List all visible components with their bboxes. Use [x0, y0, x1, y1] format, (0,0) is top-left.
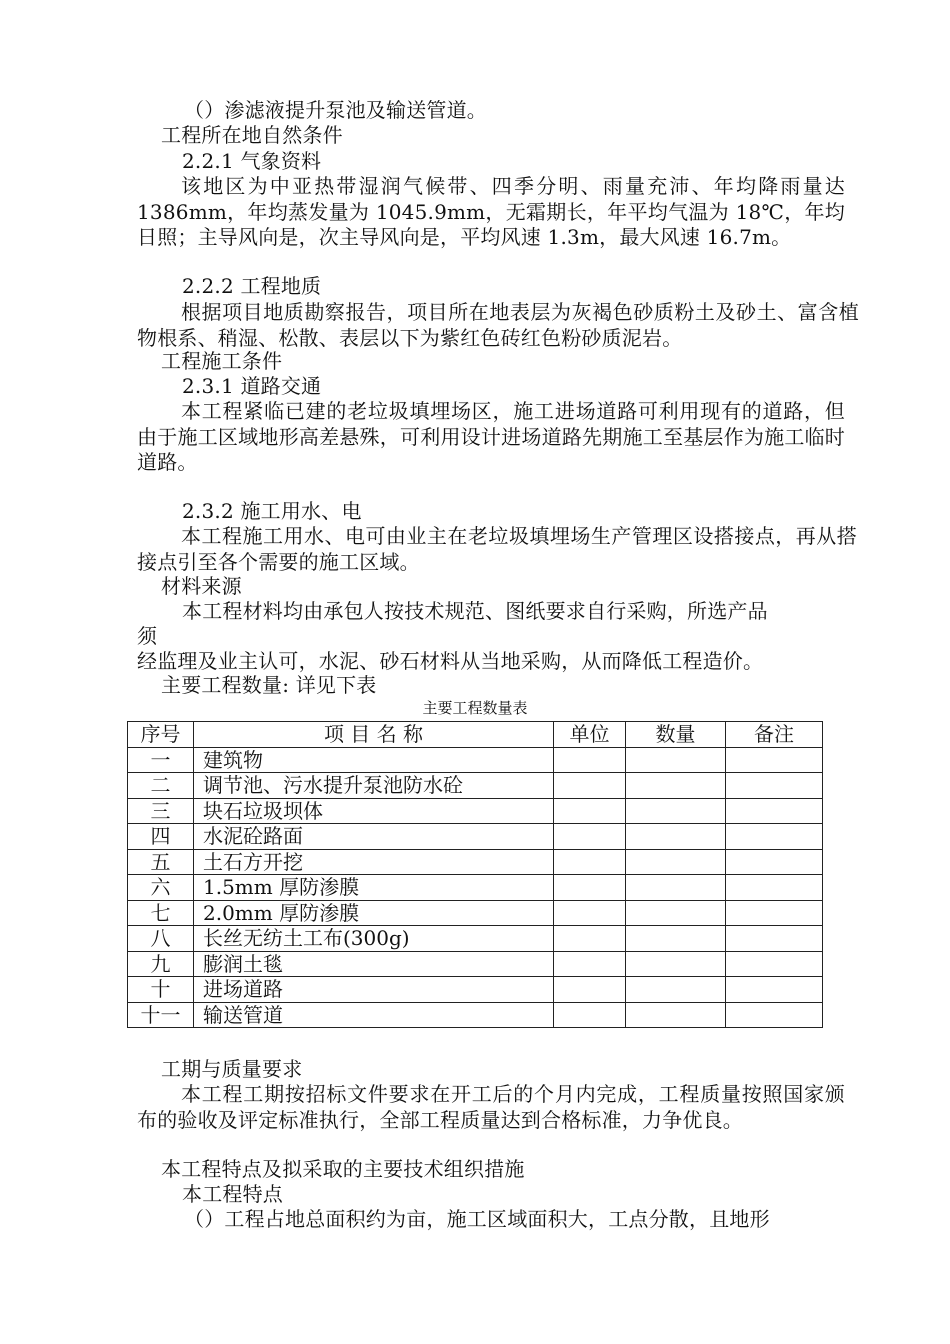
cell-no: 十一 [128, 1002, 194, 1028]
cell-qty [626, 747, 726, 773]
cell-name: 2.0mm 厚防渗膜 [194, 900, 554, 926]
table-header-row [128, 722, 823, 748]
cell-unit [554, 875, 626, 901]
heading-construction-conditions: 工程施工条件 [161, 349, 283, 373]
cell-qty [626, 824, 726, 850]
header-name: 项 目 名 称 [194, 722, 554, 748]
cell-qty [626, 875, 726, 901]
cell-note [726, 977, 823, 1003]
heading-weather: 2.2.1 气象资料 [182, 149, 322, 173]
paragraph-weather: 该地区为中亚热带湿润气候带、四季分明、雨量充沛、年均降雨量达 1386mm，年均蒸发量为 1045.9mm，无霜期长，年平均气温为 18℃，年均日照；主导风向是，次主导风向是，平均风速 1.3m，最大风速 16.7m。 [137, 174, 845, 250]
cell-name: 长丝无纺土工布(300g) [194, 926, 554, 952]
cell-qty [626, 926, 726, 952]
table-row [128, 900, 823, 926]
header-unit: 单位 [554, 722, 626, 748]
heading-schedule-quality: 工期与质量要求 [161, 1057, 303, 1081]
cell-qty [626, 798, 726, 824]
cell-note [726, 747, 823, 773]
table-row [128, 849, 823, 875]
cell-note [726, 824, 823, 850]
line-materials-3: 经监理及业主认可，水泥、砂石材料从当地采购，从而降低工程造价。 [137, 649, 764, 673]
table-row [128, 824, 823, 850]
cell-no: 六 [128, 875, 194, 901]
heading-geology: 2.2.2 工程地质 [182, 274, 322, 298]
table-row [128, 747, 823, 773]
cell-unit [554, 1002, 626, 1028]
cell-note [726, 773, 823, 799]
cell-name: 建筑物 [194, 747, 554, 773]
quantities-table [127, 721, 823, 1028]
cell-qty [626, 951, 726, 977]
cell-no: 四 [128, 824, 194, 850]
cell-note [726, 900, 823, 926]
cell-name: 调节池、污水提升泵池防水砼 [194, 773, 554, 799]
cell-no: 二 [128, 773, 194, 799]
heading-road-traffic: 2.3.1 道路交通 [182, 374, 322, 398]
line-materials-1: 本工程材料均由承包人按技术规范、图纸要求自行采购，所选产品 [182, 599, 768, 623]
cell-unit [554, 824, 626, 850]
cell-note [726, 849, 823, 875]
heading-materials: 材料来源 [161, 574, 242, 598]
table-row [128, 773, 823, 799]
cell-no: 八 [128, 926, 194, 952]
cell-qty [626, 773, 726, 799]
table-row [128, 875, 823, 901]
line-leachate-pump: （）渗滤液提升泵池及输送管道。 [184, 98, 487, 122]
table-row [128, 977, 823, 1003]
cell-no: 五 [128, 849, 194, 875]
cell-name: 1.5mm 厚防渗膜 [194, 875, 554, 901]
line-site-area: （）工程占地总面积约为亩，施工区域面积大，工点分散，且地形 [184, 1207, 770, 1231]
cell-unit [554, 798, 626, 824]
cell-no: 一 [128, 747, 194, 773]
table-caption: 主要工程数量表 [422, 699, 528, 717]
cell-no: 十 [128, 977, 194, 1003]
cell-name: 膨润土毯 [194, 951, 554, 977]
table-row [128, 951, 823, 977]
table-row [128, 1002, 823, 1028]
line-materials-2: 须 [137, 624, 158, 648]
cell-note [726, 875, 823, 901]
cell-note [726, 798, 823, 824]
cell-no: 三 [128, 798, 194, 824]
cell-unit [554, 977, 626, 1003]
cell-unit [554, 926, 626, 952]
paragraph-schedule: 本工程工期按招标文件要求在开工后的个月内完成，工程质量按照国家颁布的验收及评定标准执行，全部工程质量达到合格标准，力争优良。 [137, 1082, 845, 1132]
cell-unit [554, 951, 626, 977]
heading-natural-conditions: 工程所在地自然条件 [161, 123, 343, 147]
table-row [128, 926, 823, 952]
cell-unit [554, 900, 626, 926]
heading-water-power: 2.3.2 施工用水、电 [182, 499, 362, 523]
heading-main-quantities: 主要工程数量: 详见下表 [161, 673, 377, 697]
header-note: 备注 [726, 722, 823, 748]
table-row [128, 798, 823, 824]
header-qty: 数量 [626, 722, 726, 748]
cell-qty [626, 900, 726, 926]
cell-name: 进场道路 [194, 977, 554, 1003]
heading-project-features: 本工程特点 [182, 1182, 283, 1206]
cell-qty [626, 849, 726, 875]
paragraph-power: 本工程施工用水、电可由业主在老垃圾填埋场生产管理区设搭接点，再从搭接点引至各个需要的施工区域。 [137, 524, 857, 574]
cell-note [726, 926, 823, 952]
cell-unit [554, 849, 626, 875]
paragraph-geology: 根据项目地质勘察报告，项目所在地表层为灰褐色砂质粉土及砂土、富含植物根系、稍湿、松散、表层以下为紫红色砖红色粉砂质泥岩。 [137, 300, 859, 350]
header-no: 序号 [128, 722, 194, 748]
cell-unit [554, 773, 626, 799]
cell-unit [554, 747, 626, 773]
cell-name: 土石方开挖 [194, 849, 554, 875]
cell-note [726, 1002, 823, 1028]
cell-name: 输送管道 [194, 1002, 554, 1028]
cell-no: 七 [128, 900, 194, 926]
paragraph-road: 本工程紧临已建的老垃圾填埋场区，施工进场道路可利用现有的道路，但由于施工区域地形高差悬殊，可利用设计进场道路先期施工至基层作为施工临时道路。 [137, 399, 845, 475]
cell-qty [626, 1002, 726, 1028]
cell-note [726, 951, 823, 977]
cell-no: 九 [128, 951, 194, 977]
cell-name: 块石垃圾坝体 [194, 798, 554, 824]
cell-qty [626, 977, 726, 1003]
heading-features-measures: 本工程特点及拟采取的主要技术组织措施 [161, 1157, 525, 1181]
cell-name: 水泥砼路面 [194, 824, 554, 850]
